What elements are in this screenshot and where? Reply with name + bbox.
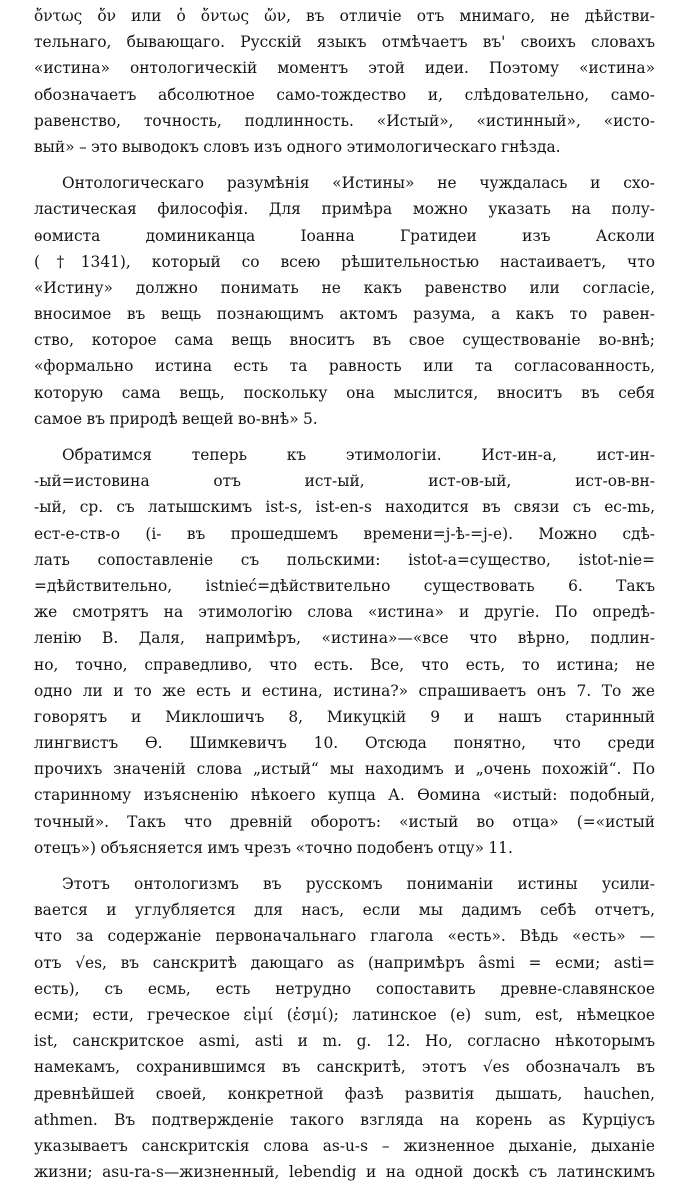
text-line: же смотрятъ на этимологію слова «истина» и другіе. По опредѣ- xyxy=(34,603,655,622)
text-line: ластическая философія. Для примѣра можно указать на полу- xyxy=(34,200,655,219)
text-line: «формально истина есть та равность или та согласованность, xyxy=(34,357,655,376)
text-line: одно ли и то же есть и естина, истина?» спрашиваетъ онъ 7. То же xyxy=(34,681,655,700)
text-line: отъ √es, въ санскритѣ дающаго as (напримѣръ âsmi = есми; asti= xyxy=(34,953,655,972)
text-line: точный». Такъ что древній оборотъ: «истый во отца» (=«истый xyxy=(34,812,655,831)
text-line: ѳомиста доминиканца Іоанна Гратидеи изъ Асколи xyxy=(34,226,655,245)
text-line: athmen. Въ подтвержденіе такого взгляда на корень as Курціусъ xyxy=(34,1110,655,1129)
text-line: есть), съ есмь, есть нетрудно сопоставить древне-славянское xyxy=(34,979,655,998)
text-line: указываетъ санскритскія слова as-u-s – жизненное дыханіе, дыханіе xyxy=(34,1136,655,1155)
text-line: «Истину» должно понимать не какъ равенство или согласіе, xyxy=(34,278,655,297)
text-line: отецъ») объясняется имъ чрезъ «точно подобенъ отцу» 11. xyxy=(34,838,513,857)
text-line: =дѣйствительно, istnieć=дѣйствительно существовать 6. Такъ xyxy=(34,576,655,595)
text-line: прочихъ значеній слова „истый“ мы находимъ и „очень похожій“. По xyxy=(34,760,655,779)
text-line: но, точно, справедливо, что есть. Все, что есть, то истина; не xyxy=(34,655,655,674)
text-line: говорятъ и Миклошичъ 8, Микуцкій 9 и нашъ старинный xyxy=(34,707,655,726)
text-line: -ый=истовина отъ ист-ый, ист-ов-ый, ист-ов-вн- xyxy=(34,472,655,491)
text-line: ὄντως ὄν или ὁ ὄντως ὤν, въ отличіе отъ мнимаго, не дѣйстви- xyxy=(34,7,655,25)
text-line: которую сама вещь, поскольку она мыслится, вноситъ въ себя xyxy=(34,383,655,402)
text-line: вый» – это выводокъ словъ изъ одного этимологическаго гнѣзда. xyxy=(34,137,561,156)
text-line: что за содержаніе первоначальнаго глагола «есть». Вѣдь «есть» — xyxy=(34,927,655,946)
text-line: вается и углубляется для насъ, если мы дадимъ себѣ отчетъ, xyxy=(34,901,655,920)
paragraph-2 xyxy=(34,170,655,432)
text-line: есми; ести, греческое εἰμί (ἐσμί); латинское (e) sum, est, нѣмецкое xyxy=(34,1005,655,1024)
text-line: ест-е-ств-о (і- въ прошедшемъ времени=j-ѣ-=j-е). Можно сдѣ- xyxy=(34,524,655,543)
paragraph-1 xyxy=(34,3,655,160)
text-line: Этотъ онтологизмъ въ русскомъ пониманіи истины усили- xyxy=(62,875,655,893)
text-line: вносимое въ вещь познающимъ актомъ разума, а какъ то равен- xyxy=(34,305,655,324)
text-line: намекамъ, сохранившимся въ санскритѣ, этотъ √es обозначалъ въ xyxy=(34,1058,655,1077)
text-line: ist, санскритское asmi, asti и m. g. 12. Но, согласно нѣкоторымъ xyxy=(34,1032,655,1051)
text-line: обозначаетъ абсолютное само-тождество и, слѣдовательно, само- xyxy=(34,85,655,104)
text-line: самое въ природѣ вещей во-внѣ» 5. xyxy=(34,409,318,428)
text-line: равенство, точность, подлинность. «Истый», «истинный», «исто- xyxy=(34,111,655,130)
text-line: древнѣйшей своей, конкретной фазѣ развитія дышать, hauchen, xyxy=(34,1084,655,1103)
text-line: ленію В. Даля, напримѣръ, «истина»—«все что вѣрно, подлин- xyxy=(34,629,655,648)
text-line: ство, которое сама вещь вноситъ въ свое существованіе во-внѣ; xyxy=(34,331,655,350)
text-line: лингвистъ Ѳ. Шимкевичъ 10. Отсюда понятно, что среди xyxy=(34,734,655,753)
text-line: «истина» онтологическій моментъ этой идеи. Поэтому «истина» xyxy=(34,59,655,78)
text-line: лать сопоставленіе съ польскими: istot-a=существо, istot-nie= xyxy=(34,550,655,569)
text-line: тельнаго, бывающаго. Русскій языкъ отмѣчаетъ въ' своихъ словахъ xyxy=(34,33,655,52)
text-line: -ый, ср. съ латышскимъ ist-s, ist-en-s находится въ связи съ ес-mь, xyxy=(34,498,655,517)
text-line: старинному изъясненію нѣкоего купца А. Ѳомина «истый: подобный, xyxy=(34,786,655,805)
text-line: Онтологическаго разумѣнія «Истины» не чуждалась и схо- xyxy=(62,174,655,193)
text-line: жизни; asu-ra-s—жизненный, lebendig и на одной доскѣ съ латинскимъ xyxy=(34,1163,655,1182)
text-line: (†1341), который со всею рѣшительностью настаиваетъ, что xyxy=(34,252,655,271)
paragraph-4 xyxy=(34,871,655,1185)
text-line: Обратимся теперь къ этимологіи. Ист-ин-а, ист-ин- xyxy=(62,446,655,464)
paragraph-3 xyxy=(34,442,655,861)
